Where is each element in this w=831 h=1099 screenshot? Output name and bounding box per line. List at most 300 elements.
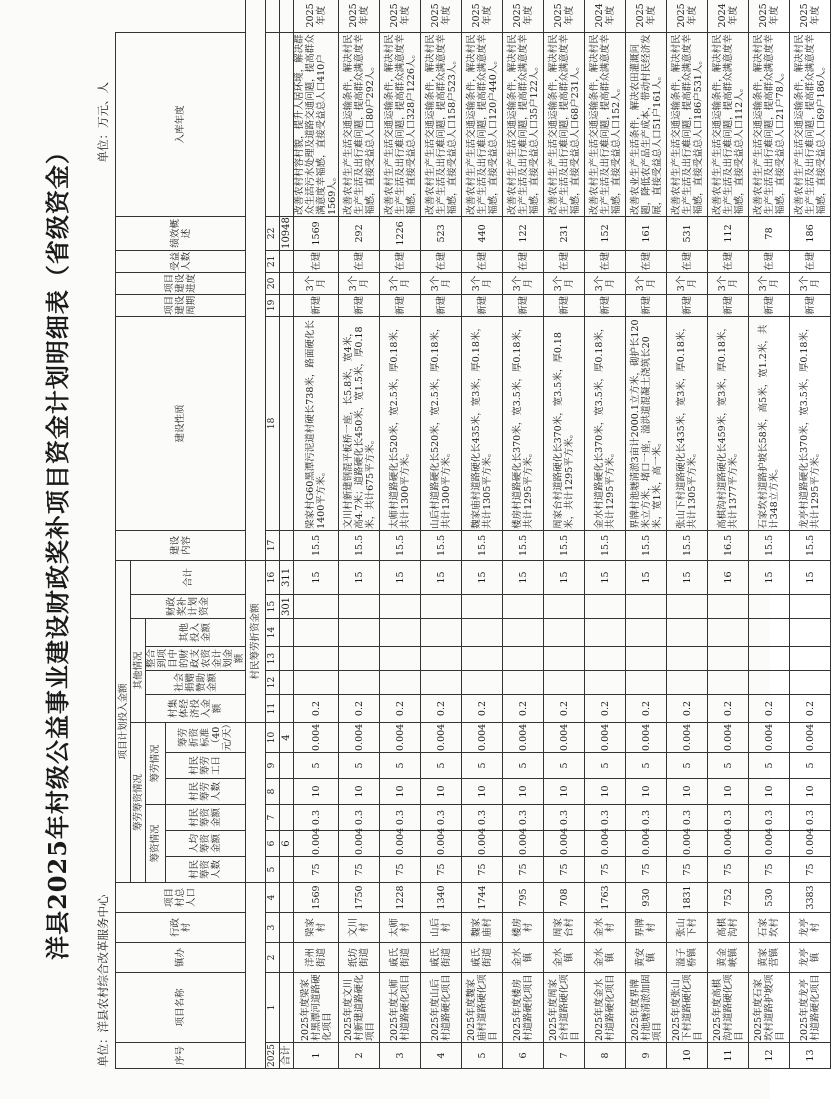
- row-state: 在建: [339, 250, 380, 272]
- row-benefit: 523: [421, 216, 462, 250]
- row-nature: 新建: [421, 294, 462, 316]
- row-c13: [749, 647, 790, 671]
- row-price: 0.004: [708, 723, 749, 753]
- row-days: 5: [749, 753, 790, 779]
- row-lao-amount: 0.2: [708, 695, 749, 723]
- col-num: 3: [266, 913, 280, 943]
- total-c11: 4: [280, 723, 294, 753]
- row-avg: 0.004: [294, 831, 339, 857]
- hdr-spacer: [246, 0, 266, 560]
- row-seq: 4: [421, 1043, 462, 1069]
- unit-left: 单位：洋县农村综合改革服务中心: [96, 894, 110, 1067]
- row-price: 0.004: [626, 723, 667, 753]
- row-avg: 0.004: [749, 831, 790, 857]
- total-c17: 311: [280, 560, 294, 594]
- table-row: [462, 0, 503, 1069]
- row-town: 戚氏街道: [421, 943, 462, 973]
- row-c16: 15: [294, 560, 339, 594]
- row-amount: 0.3: [749, 805, 790, 831]
- row-seq: 5: [462, 1043, 503, 1069]
- document-title: 洋县2025年村级公益事业建设财政奖补项目资金计划明细表（省级资金）: [43, 139, 72, 960]
- hdr-c16: 财政奖补计划资金: [131, 595, 246, 619]
- table-row: [790, 0, 831, 1069]
- row-perf: 改善农村村容村貌，提升人居环境，解决群众生活污水处理及道路交通问题，提高群众满意度幸福感，直接受益总人口410户1569人。: [294, 34, 338, 215]
- row-village: 山后村: [421, 913, 462, 943]
- row-seq: 9: [626, 1043, 667, 1069]
- row-pop: 1228: [380, 883, 421, 913]
- row-persons: 75: [626, 857, 667, 883]
- row-c13: [339, 647, 380, 671]
- row-c17: 15.5: [421, 530, 462, 560]
- hdr-lao-amount: 村民筹劳折资金额: [246, 560, 266, 722]
- row-persons: 75: [708, 857, 749, 883]
- row-nature: 新建: [544, 294, 585, 316]
- row-year: 2025年度: [749, 0, 790, 32]
- row-c15: [667, 595, 708, 619]
- col-num: 19: [266, 294, 280, 316]
- row-days: 5: [790, 753, 831, 779]
- row-amount: 0.3: [544, 805, 585, 831]
- row-nature: 新建: [339, 294, 380, 316]
- row-lao-persons: 10: [421, 779, 462, 805]
- row-lao-persons: 10: [708, 779, 749, 805]
- row-lao-amount: 0.2: [667, 695, 708, 723]
- row-c14: [626, 619, 667, 647]
- hdr-village: 行政村: [116, 913, 246, 943]
- row-c17: 15.5: [667, 530, 708, 560]
- row-c14: [544, 619, 585, 647]
- table-row: [503, 0, 544, 1069]
- table-row: [380, 0, 421, 1069]
- row-name: 2025年度梁家村黑潭河道路硬化项目: [294, 973, 339, 1043]
- hdr-chouzi: 筹资情况: [146, 805, 166, 883]
- row-c14: [339, 619, 380, 647]
- row-seq: 7: [544, 1043, 585, 1069]
- row-price: 0.004: [462, 723, 503, 753]
- row-lao-amount: 0.2: [585, 695, 626, 723]
- row-lao-amount: 0.2: [380, 695, 421, 723]
- row-period: 3个月: [294, 272, 339, 294]
- row-c14: [421, 619, 462, 647]
- hdr-town: 镇办: [116, 943, 246, 973]
- col-num: 5: [266, 857, 280, 883]
- row-amount: 0.3: [667, 805, 708, 831]
- row-c16: 15: [544, 560, 585, 594]
- row-amount: 0.3: [626, 805, 667, 831]
- row-seq: 6: [503, 1043, 544, 1069]
- row-avg: 0.004: [708, 831, 749, 857]
- row-perf: 改善农村生产生活交通运输条件，解决村民生产生活及出行难问题，提高群众满意度幸福感，直接受益总人口35户122人。: [503, 32, 544, 216]
- row-avg: 0.004: [544, 831, 585, 857]
- row-c15: [380, 595, 421, 619]
- row-village: 高棋沟村: [708, 913, 749, 943]
- hdr-c17: 合计: [131, 560, 246, 594]
- row-state: 在建: [380, 250, 421, 272]
- row-nature: 新建: [585, 294, 626, 316]
- hdr-content: 建设内容: [116, 530, 246, 560]
- row-period: 3个月: [708, 272, 749, 294]
- row-c15: [462, 595, 503, 619]
- row-village: 楼房村: [503, 913, 544, 943]
- row-persons: 75: [380, 857, 421, 883]
- row-price: 0.004: [380, 723, 421, 753]
- row-town: 黄安镇: [626, 943, 667, 973]
- row-pop: 1340: [421, 883, 462, 913]
- row-c12: [626, 671, 667, 695]
- row-year: 2024年度: [585, 0, 626, 32]
- row-pop: 1744: [462, 883, 503, 913]
- row-avg: 0.004: [503, 831, 544, 857]
- row-perf: 改善农村生产生活交通运输条件，解决村民生产生活及出行难问题，提高群众满意度幸福感，直接受益总人口328户1226人。: [380, 32, 421, 216]
- row-c13: [421, 647, 462, 671]
- row-persons: 75: [503, 857, 544, 883]
- row-persons: 75: [462, 857, 503, 883]
- row-c16: 15: [667, 560, 708, 594]
- row-days: 5: [503, 753, 544, 779]
- row-lao-amount: 0.2: [294, 695, 339, 723]
- row-pop: 795: [503, 883, 544, 913]
- row-amount: 0.3: [421, 805, 462, 831]
- row-c16: 15: [626, 560, 667, 594]
- row-period: 3个月: [380, 272, 421, 294]
- row-state: 在建: [544, 250, 585, 272]
- row-content: 魏家庙村道路硬化长435米，宽3米，厚0.18米，共计1305平方米。: [462, 316, 503, 530]
- row-pop: 708: [544, 883, 585, 913]
- row-c15: [626, 595, 667, 619]
- col-num-blank: [266, 0, 280, 32]
- hdr-benefit: 受益人数: [116, 250, 246, 272]
- row-seq: 2: [339, 1043, 380, 1069]
- row-pop: 930: [626, 883, 667, 913]
- row-c15: [585, 595, 626, 619]
- row-c16: 15: [503, 560, 544, 594]
- row-lao-persons: 10: [585, 779, 626, 805]
- row-seq: 10: [667, 1043, 708, 1069]
- row-seq: 8: [585, 1043, 626, 1069]
- row-c17: 15.5: [503, 530, 544, 560]
- row-c14: [503, 619, 544, 647]
- row-name: 2025年度文川村新建道路硬化项目: [339, 973, 380, 1043]
- row-seq: 12: [749, 1043, 790, 1069]
- row-name: 2025年度石家坎村道路护坡项目: [749, 973, 790, 1043]
- row-c14: [294, 619, 339, 647]
- col-num: 15: [266, 595, 280, 619]
- row-period: 3个月: [667, 272, 708, 294]
- year-mark: 2025: [266, 1043, 280, 1069]
- hdr-pop: 项目村总人口: [116, 883, 246, 913]
- row-lao-amount: 0.2: [462, 695, 503, 723]
- row-town: 黄金峡镇: [708, 943, 749, 973]
- row-year: 2025年度: [421, 0, 462, 32]
- hdr-lao-persons: 村民筹劳人数: [166, 779, 246, 805]
- row-c12: [585, 671, 626, 695]
- row-state: 在建: [294, 250, 339, 272]
- row-period: 3个月: [339, 272, 380, 294]
- row-c16: 15: [421, 560, 462, 594]
- row-town: 龙亭镇: [790, 943, 831, 973]
- row-period: 3个月: [503, 272, 544, 294]
- col-num: 20: [266, 272, 280, 294]
- row-name: 2025年度金水村道路硬化项目: [585, 973, 626, 1043]
- row-town: 戚氏街道: [462, 943, 503, 973]
- total-c16: 301: [280, 595, 294, 619]
- row-village: 魏家庙村: [462, 913, 503, 943]
- row-year: 2025年度: [380, 0, 421, 32]
- row-village: 张山下村: [667, 913, 708, 943]
- row-avg: 0.004: [462, 831, 503, 857]
- hdr-lao-price: 筹劳折资标准（40元/天）: [166, 723, 246, 753]
- row-benefit: 231: [544, 216, 585, 250]
- row-amount: 0.3: [790, 805, 831, 831]
- row-c16: 15: [462, 560, 503, 594]
- row-seq: 1: [294, 1043, 339, 1069]
- row-state: 在建: [667, 250, 708, 272]
- row-period: 3个月: [585, 272, 626, 294]
- row-village: 龙亭村: [790, 913, 831, 943]
- row-lao-persons: 10: [294, 779, 339, 805]
- row-town: 金水镇: [503, 943, 544, 973]
- row-c14: [790, 619, 831, 647]
- row-c14: [667, 619, 708, 647]
- row-perf: 改善农村生产生活交通运输条件，解决村民生产生活及出行难问题，提高群众满意度幸福感，直接受益总人口69户186人。: [790, 32, 831, 216]
- row-lao-persons: 10: [462, 779, 503, 805]
- table-body: [266, 0, 831, 1069]
- col-num: 11: [266, 695, 280, 723]
- row-persons: 75: [749, 857, 790, 883]
- row-c13: [380, 647, 421, 671]
- row-benefit: 161: [626, 216, 667, 250]
- row-avg: 0.004: [585, 831, 626, 857]
- row-days: 5: [380, 753, 421, 779]
- row-village: 石家坎村: [749, 913, 790, 943]
- row-year: 2025年度: [294, 0, 339, 32]
- row-c16: 15: [749, 560, 790, 594]
- row-perf: 改善农业生产生活条件，解决农田灌溉问题，降低农产品生产成本，带动村民经济发展，直接受益总人口51户161人。: [626, 32, 667, 216]
- row-benefit: 1226: [380, 216, 421, 250]
- hdr-c15: 其他投入金额: [146, 619, 246, 647]
- row-c14: [585, 619, 626, 647]
- row-content: 高棋沟村道路硬化长459米，宽3米，厚0.18米，共计1377平方米。: [708, 316, 749, 530]
- row-period: 3个月: [749, 272, 790, 294]
- row-c17: 15.5: [585, 530, 626, 560]
- row-c17: 15.5: [294, 530, 339, 560]
- hdr-vil-amount: 村民筹资金额: [166, 805, 246, 831]
- row-state: 在建: [585, 250, 626, 272]
- row-lao-persons: 10: [503, 779, 544, 805]
- row-village: 文川村: [339, 913, 380, 943]
- row-days: 5: [421, 753, 462, 779]
- row-town: 戚氏街道: [380, 943, 421, 973]
- row-period: 3个月: [544, 272, 585, 294]
- row-benefit: 152: [585, 216, 626, 250]
- row-benefit: 112: [708, 216, 749, 250]
- row-seq: 3: [380, 1043, 421, 1069]
- row-c14: [708, 619, 749, 647]
- row-c13: [708, 647, 749, 671]
- row-pop: 1750: [339, 883, 380, 913]
- row-c14: [749, 619, 790, 647]
- total-row: [280, 0, 294, 1069]
- hdr-year: 入库年度: [116, 32, 246, 216]
- row-persons: 75: [294, 857, 339, 883]
- hdr-name: 项目名称: [116, 973, 246, 1043]
- row-days: 5: [294, 753, 339, 779]
- row-period: 3个月: [790, 272, 831, 294]
- row-persons: 75: [421, 857, 462, 883]
- hdr-state: 项目建设进度: [116, 272, 246, 294]
- row-avg: 0.004: [626, 831, 667, 857]
- row-c13: [667, 647, 708, 671]
- row-c16: 15: [339, 560, 380, 594]
- row-name: 2025年度周家台村道路硬化项目: [544, 973, 585, 1043]
- hdr-plan: 项目计划投入金额: [116, 560, 131, 882]
- row-village: 金水村: [585, 913, 626, 943]
- col-num: 7: [266, 805, 280, 831]
- row-lao-persons: 10: [667, 779, 708, 805]
- row-c17: 16.5: [708, 530, 749, 560]
- hdr-c14: 整合到项目中的财政支农资金计划金额: [146, 647, 246, 671]
- row-c17: 15.5: [339, 530, 380, 560]
- row-state: 在建: [626, 250, 667, 272]
- row-town: 黄家营镇: [749, 943, 790, 973]
- row-price: 0.004: [585, 723, 626, 753]
- row-c12: [421, 671, 462, 695]
- col-num: 14: [266, 619, 280, 647]
- row-benefit: 186: [790, 216, 831, 250]
- row-perf: 改善农村生产生活交通运输条件，解决村民生产生活及出行难问题，提高群众满意度幸福感，直接受益总人口80户292人。: [339, 32, 380, 216]
- row-nature: 新建: [626, 294, 667, 316]
- row-amount: 0.3: [462, 805, 503, 831]
- row-nature: 新建: [462, 294, 503, 316]
- row-amount: 0.3: [585, 805, 626, 831]
- col-num: 13: [266, 647, 280, 671]
- row-days: 5: [626, 753, 667, 779]
- hdr-c13: 社会捐赠赞助金额: [146, 671, 246, 695]
- row-pop: 3383: [790, 883, 831, 913]
- row-c16: 15: [585, 560, 626, 594]
- row-pop: 530: [749, 883, 790, 913]
- row-name: 2025年度张山下村道路硬化项目: [667, 973, 708, 1043]
- table-row: [708, 0, 749, 1069]
- row-benefit: 440: [462, 216, 503, 250]
- row-c12: [790, 671, 831, 695]
- row-period: 3个月: [462, 272, 503, 294]
- col-num-blank: [266, 32, 280, 216]
- col-num: 12: [266, 671, 280, 695]
- row-content: 太师村道路硬化长520米，宽2.5米，厚0.18米，共计1300平方米。: [380, 316, 421, 530]
- row-state: 在建: [462, 250, 503, 272]
- row-seq: 13: [790, 1043, 831, 1069]
- row-content: 龙亭村道路硬化长370米，宽3.5米，厚0.18米，共计1295平方米。: [790, 316, 831, 530]
- row-nature: 新建: [667, 294, 708, 316]
- row-period: 3个月: [626, 272, 667, 294]
- table-row: [294, 0, 339, 1069]
- row-avg: 0.004: [339, 831, 380, 857]
- row-pop: 1763: [585, 883, 626, 913]
- hdr-choulao: 筹劳情况: [146, 723, 166, 805]
- row-village: 太师村: [380, 913, 421, 943]
- row-year: 2025年度: [667, 0, 708, 32]
- row-benefit: 78: [749, 216, 790, 250]
- hdr-c12: 村集体经济投入金额: [146, 695, 246, 723]
- row-seq: 11: [708, 1043, 749, 1069]
- row-c12: [749, 671, 790, 695]
- row-days: 5: [667, 753, 708, 779]
- row-c15: [749, 595, 790, 619]
- row-nature: 新建: [708, 294, 749, 316]
- row-c17: 15.5: [626, 530, 667, 560]
- row-c15: [294, 595, 339, 619]
- row-lao-persons: 10: [339, 779, 380, 805]
- row-name: 2025年度太师村道路硬化项目: [380, 973, 421, 1043]
- row-price: 0.004: [749, 723, 790, 753]
- row-town: 洋州街道: [294, 943, 339, 973]
- row-lao-persons: 10: [544, 779, 585, 805]
- unit-right: 单位：万元、人: [96, 82, 110, 163]
- row-c16: 15: [790, 560, 831, 594]
- row-lao-amount: 0.2: [339, 695, 380, 723]
- row-content: 梁家村G60黑潭污泥道村硬长738米，路面硬化长1400平方米。: [294, 316, 339, 530]
- fund-plan-table: [115, 0, 831, 1069]
- row-content: 周家台村道路硬化长370米，宽3.5米，厚0.18米，共计1295平方米。: [544, 316, 585, 530]
- hdr-avg: 人均筹资金额: [166, 831, 246, 857]
- col-num: 21: [266, 250, 280, 272]
- row-benefit: 122: [503, 216, 544, 250]
- row-year: 2025年度: [544, 0, 585, 32]
- table-row: [667, 0, 708, 1069]
- col-num: 17: [266, 530, 280, 560]
- row-persons: 75: [667, 857, 708, 883]
- row-lao-amount: 0.2: [626, 695, 667, 723]
- table-row: [544, 0, 585, 1069]
- row-persons: 75: [339, 857, 380, 883]
- row-perf: 改善农村生产生活交通运输条件，解决村民生产生活及出行难问题，提高群众满意度幸福感，直接受益总人口21户78人。: [749, 32, 790, 216]
- row-avg: 0.004: [421, 831, 462, 857]
- row-c17: 15.5: [544, 530, 585, 560]
- table-row: [749, 0, 790, 1069]
- row-lao-amount: 0.2: [749, 695, 790, 723]
- row-content: 石家坎村道路护坡长58米，高5米，宽1.2米，共计348立方米。: [749, 316, 790, 530]
- col-num: 4: [266, 883, 280, 913]
- row-content: 张山下村道路硬化长435米，宽3米，厚0.18米，共计1305平方米。: [667, 316, 708, 530]
- hdr-nature: 建设性质: [116, 316, 246, 530]
- row-year: 2025年度: [626, 0, 667, 32]
- row-c17: 15.5: [790, 530, 831, 560]
- row-period: 3个月: [421, 272, 462, 294]
- row-amount: 0.3: [339, 805, 380, 831]
- row-content: 楼房村道路硬化长370米，宽3.5米，厚0.18米，共计1295平方米。: [503, 316, 544, 530]
- row-c15: [339, 595, 380, 619]
- row-c13: [503, 647, 544, 671]
- row-lao-amount: 0.2: [790, 695, 831, 723]
- row-town: 金水镇: [585, 943, 626, 973]
- hdr-lao-amount-spacer: [246, 883, 266, 1069]
- row-c16: 16: [708, 560, 749, 594]
- row-lao-persons: 10: [626, 779, 667, 805]
- row-c13: [294, 647, 339, 671]
- row-amount: 0.3: [380, 805, 421, 831]
- row-benefit: 1569: [294, 216, 339, 250]
- row-amount: 0.3: [294, 805, 339, 831]
- row-benefit: 292: [339, 216, 380, 250]
- col-num: 10: [266, 723, 280, 753]
- row-c12: [462, 671, 503, 695]
- row-c13: [544, 647, 585, 671]
- row-pop: 1831: [667, 883, 708, 913]
- row-c14: [380, 619, 421, 647]
- row-c12: [380, 671, 421, 695]
- row-lao-persons: 10: [380, 779, 421, 805]
